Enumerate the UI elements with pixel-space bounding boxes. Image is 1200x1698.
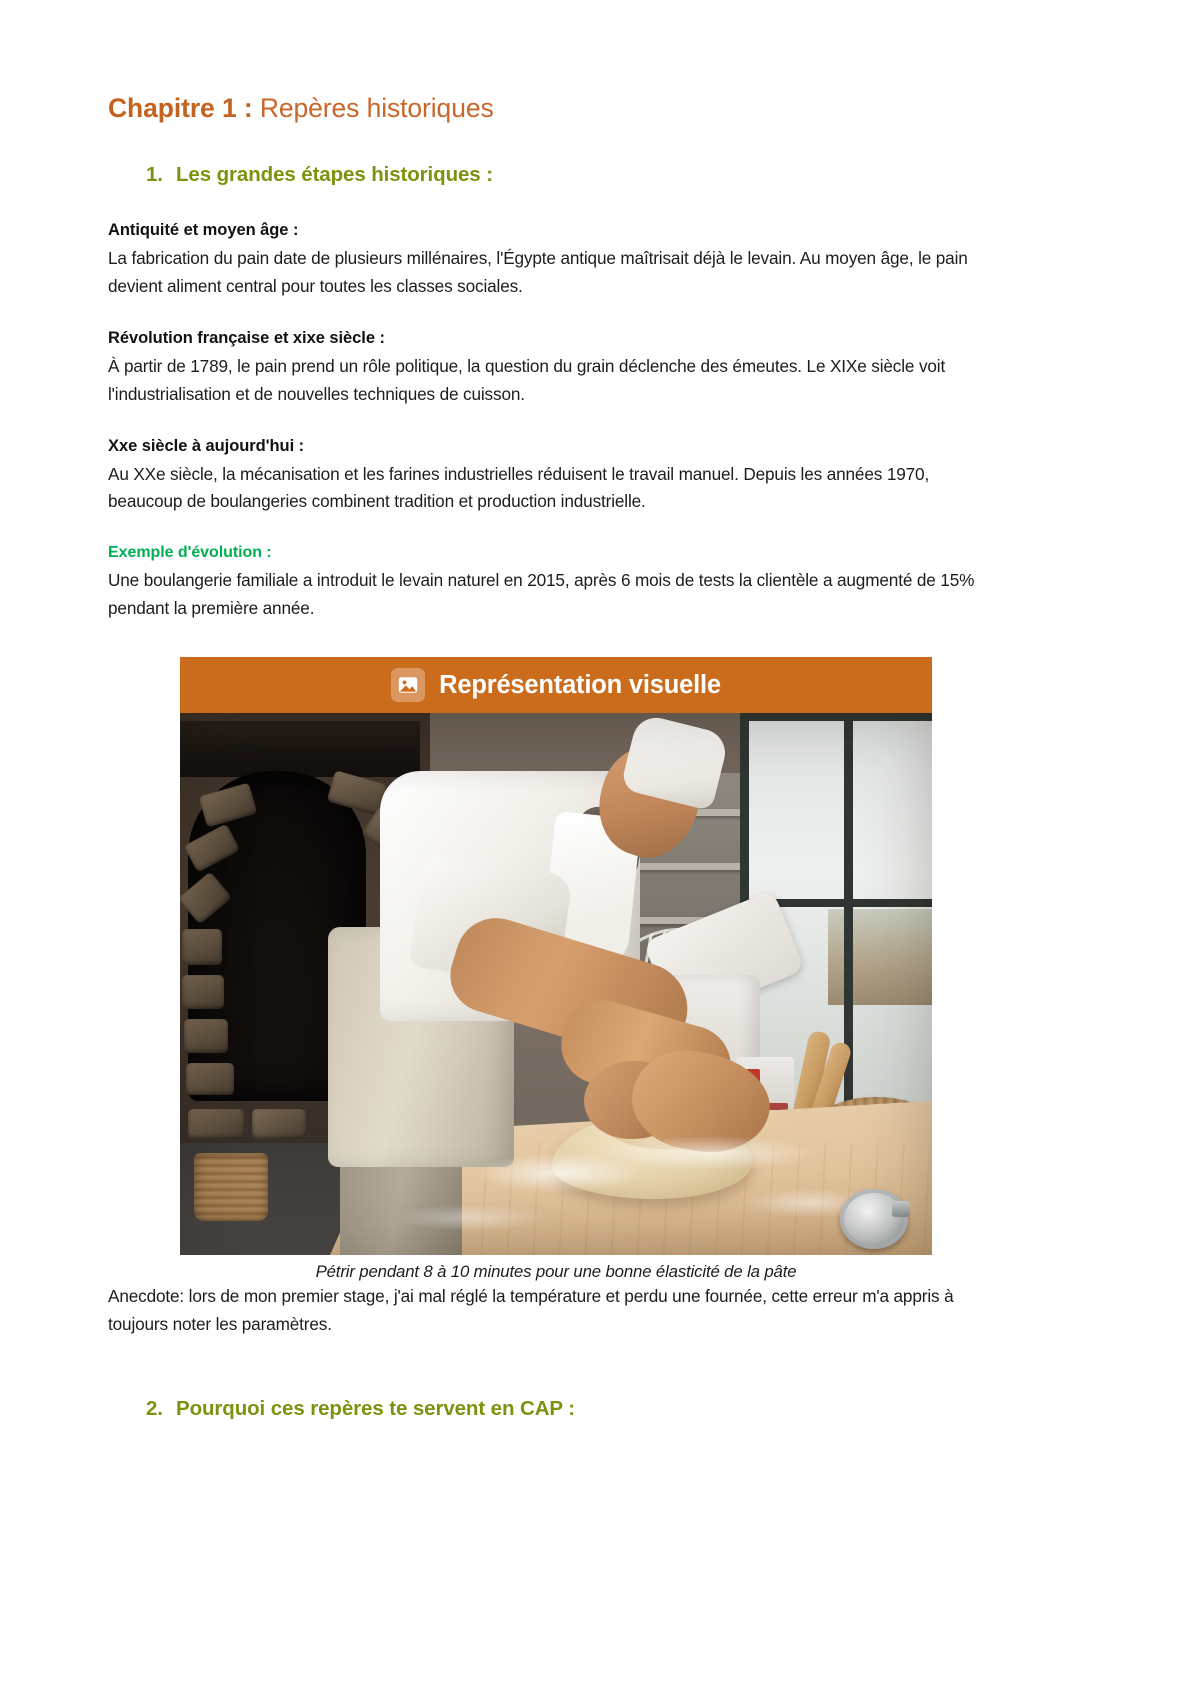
stone <box>188 1109 244 1139</box>
kitchen-timer-knob <box>892 1201 910 1217</box>
block-antiquite <box>108 221 980 301</box>
section-heading-1 <box>108 163 980 187</box>
kitchen-timer <box>840 1189 908 1249</box>
image-picture-icon <box>391 668 425 702</box>
stone <box>184 1019 228 1053</box>
stone <box>186 1063 234 1095</box>
block-heading: Antiquité et moyen âge : <box>108 221 299 240</box>
figure-photo <box>180 713 932 1255</box>
page-title <box>108 92 980 125</box>
block-text: Une boulangerie familiale a introduit le levain naturel en 2015, après 6 mois de tests la clientèle a augmenté de 15% pendant la première année. <box>108 570 975 619</box>
block-text: À partir de 1789, le pain prend un rôle politique, la question du grain déclenche des émeutes. Le XIXe siècle voit l'industrialisation et de nouvelles techniques de cuisson. <box>108 355 946 404</box>
section-title-2: Pourquoi ces repères te servent en CAP : <box>176 1396 575 1420</box>
chapter-title-text: Repères historiques <box>259 93 494 123</box>
block-revolution <box>108 329 980 409</box>
block-xxe-siecle <box>108 437 980 517</box>
stone <box>182 929 222 965</box>
section-number-1: 1. <box>146 163 163 187</box>
anecdote-text: Anecdote: lors de mon premier stage, j'ai mal réglé la température et perdu une fournée, cette erreur m'a appris à toujours noter les paramètres. <box>108 1286 954 1334</box>
block-exemple-evolution <box>108 544 980 623</box>
wicker-basket <box>194 1153 268 1221</box>
window-frame <box>740 713 932 721</box>
figure-banner-title: Représentation visuelle <box>439 670 721 699</box>
block-heading: Xxe siècle à aujourd'hui : <box>108 436 305 455</box>
figure-banner <box>180 657 932 713</box>
flour-dust <box>380 1113 920 1255</box>
chapter-label: Chapitre 1 : <box>108 93 253 123</box>
stone <box>252 1109 306 1139</box>
block-heading-highlight: Exemple d'évolution : <box>108 544 272 562</box>
section-heading-2 <box>108 1397 980 1421</box>
oven-lintel <box>180 721 420 777</box>
figure-caption: Pétrir pendant 8 à 10 minutes pour une bonne élasticité de la pâte <box>315 1262 797 1281</box>
block-heading: Révolution française et xixe siècle : <box>108 328 385 347</box>
stone <box>182 975 224 1009</box>
block-text: La fabrication du pain date de plusieurs millénaires, l'Égypte antique maîtrisait déjà le levain. Au moyen âge, le pain devient aliment central pour toutes les classes sociales. <box>108 248 968 296</box>
document-content <box>108 92 980 1421</box>
block-text: Au XXe siècle, la mécanisation et les farines industrielles réduisent le travail manuel. Depuis les années 1970, beaucoup de boulangeries combinent tradition et production industrielle. <box>108 463 930 512</box>
section-number-2: 2. <box>146 1396 163 1420</box>
section-title-1: Les grandes étapes historiques : <box>176 163 493 187</box>
figure-representation-visuelle <box>108 657 954 1339</box>
